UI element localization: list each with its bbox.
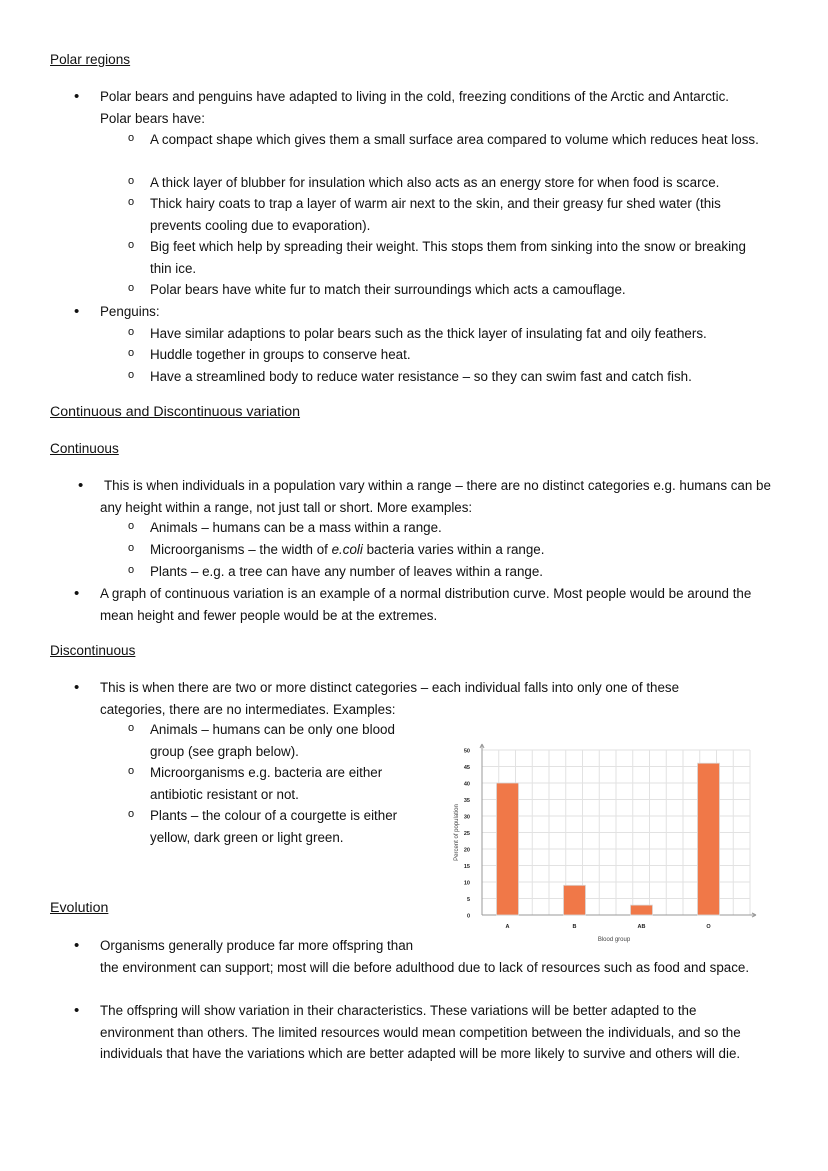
y-tick-label: 30 [463,814,470,821]
continuous-example-animals: o Animals – humans can be a mass within a range. [150,517,750,539]
ecoli-text: e.coli [331,542,363,557]
continuous-example-microorganisms [150,539,750,561]
penguin-point-2: o Huddle together in groups to conserve heat. [150,344,790,366]
penguin-point-3: o Have a streamlined body to reduce water resistance – so they can swim fast and catch fish. [150,366,790,388]
microorganisms-text-a: Microorganisms – the width of [150,542,332,557]
y-axis-label: Percent of population [454,804,460,861]
polar-bear-point-3: o Thick hairy coats to trap a layer of warm air next to the skin, and their greasy fur shed water (this prevents cooling due to evaporation). [150,193,765,236]
evolution-bullet-1-line1: • Organisms generally produce far more offspring than [100,935,413,957]
y-tick-label: 0 [466,913,470,920]
bar-ab [631,905,653,915]
discontinuous-example-microorganisms: o Microorganisms e.g. bacteria are either antibiotic resistant or not. [150,762,415,805]
y-tick-label: 10 [463,880,470,887]
polar-bear-point-5: o Polar bears have white fur to match their surroundings which acts a camouflage. [150,279,790,301]
evolution-bullet-2: • The offspring will show variation in their characteristics. These variations will be better adapted to the environment than others. The limited resources would mean competition between the individuals, and so the individuals that have the variations which are better adapted will be more likely to survive and others will die. [100,1000,770,1065]
x-tick-label: AB [637,924,646,930]
polar-bullet-1-line1: • Polar bears and penguins have adapted to living in the cold, freezing conditions of the Arctic and Antarctic. [100,89,730,104]
y-tick-label: 35 [463,798,470,804]
y-tick-label: 25 [463,831,470,837]
continuous-heading: Continuous [50,441,119,456]
bar-o [698,763,720,915]
evolution-heading: Evolution [50,900,109,916]
continuous-bullet-1: • This is when individuals in a population vary within a range – there are no distinct categories e.g. humans can be any height within a range, not just tall or short. More examples: [100,475,775,518]
bar-b [564,885,586,915]
bar-a [497,783,519,915]
discontinuous-example-animals: o Animals – humans can be only one blood group (see graph below). [150,719,415,762]
x-tick-label: A [505,924,510,930]
y-tick-label: 45 [463,765,470,771]
polar-bullet-1-line2: Polar bears have: [100,110,205,126]
discontinuous-example-plants: o Plants – the colour of a courgette is either yellow, dark green or light green. [150,805,415,848]
microorganisms-text-c: bacteria varies within a range. [362,542,545,557]
polar-bear-point-2: o A thick layer of blubber for insulation which also acts as an energy store for when food is scarce. [150,172,790,194]
polar-bear-point-4: o Big feet which help by spreading their weight. This stops them from sinking into the snow or breaking thin ice. [150,236,750,279]
y-tick-label: 50 [463,748,470,755]
continuous-example-plants: o Plants – e.g. a tree can have any number of leaves within a range. [150,561,750,583]
y-tick-label: 15 [463,864,470,870]
y-tick-label: 40 [463,781,470,788]
polar-heading: Polar regions [50,52,131,67]
x-axis-label: Blood group [597,937,631,943]
x-tick-label: O [706,924,711,930]
polar-bullet-1 [100,86,780,129]
x-tick-label: B [572,924,577,930]
blood-group-chart [440,735,770,950]
variation-heading: Continuous and Discontinuous variation [50,404,301,420]
polar-bear-point-1: o A compact shape which gives them a small surface area compared to volume which reduces heat loss. [150,129,765,151]
penguin-point-1: o Have similar adaptions to polar bears such as the thick layer of insulating fat and oily feathers. [150,323,790,345]
y-tick-label: 5 [466,897,470,903]
penguins-bullet: • Penguins: [100,301,160,323]
continuous-bullet-2: • A graph of continuous variation is an example of a normal distribution curve. Most people would be around the mean height and fewer people would be at the extremes. [100,583,780,626]
discontinuous-heading: Discontinuous [50,643,136,658]
discontinuous-bullet-1: • This is when there are two or more distinct categories – each individual falls into only one of these categories, there are no intermediates. Examples: [100,677,740,720]
evolution-bullet-1-rest: the environment can support; most will die before adulthood due to lack of resources such as food and space. [100,960,750,975]
y-tick-label: 20 [463,847,470,854]
